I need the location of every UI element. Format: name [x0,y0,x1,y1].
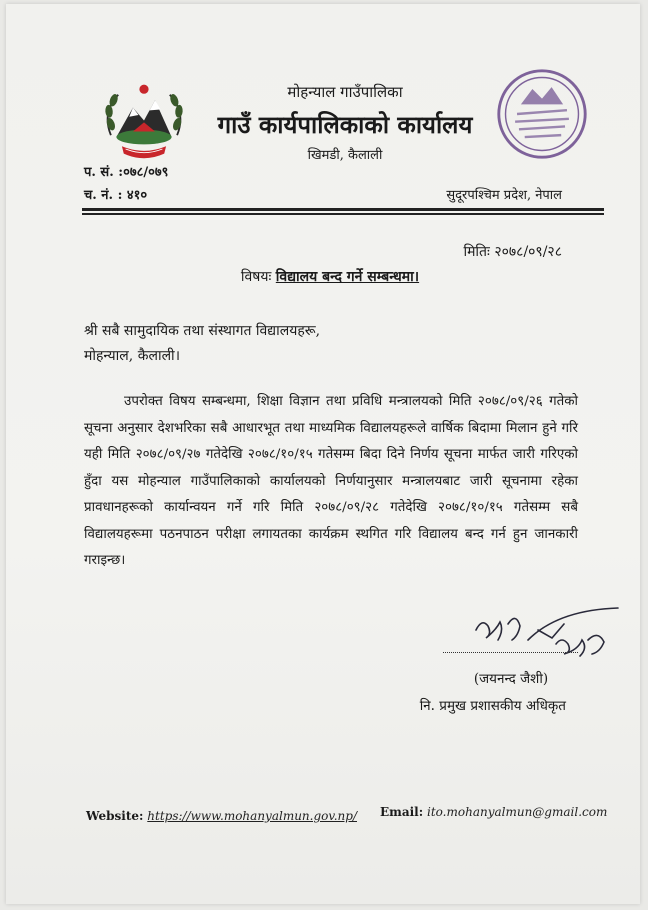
office-address: खिमडी, कैलाली [307,148,383,163]
letter-page [6,4,640,904]
footer-email [380,805,607,819]
handwritten-signature-icon [468,600,628,670]
chalani-number: च. नं. : ४१० [84,188,148,203]
signature-line [443,652,578,653]
letter-body: उपरोक्त विषय सम्बन्धमा, शिक्षा विज्ञान तथा प्रविधि मन्त्रालयको मिति २०७८/०९/२६ गतेको सूचना अनुसार देशभरिका सबै आधारभूत तथा माध्यमिक विद्यालयहरूले वार्षिक बिदामा मिलान हुने गरि यही मिति २०७८/०९/२७ गतेदेखि २०७८/१०/१५ गतेसम्म बिदा दिने निर्णय सूचना मार्फत जारी गरिएको हुँदा यस मोहन्याल गाउँपालिकाको कार्यालयको निर्णयानुसार मन्त्रालयबाट जारी सूचनामा रहेका प्रावधानहरूको कार्यान्वयन गर्ने गरि मिति २०७८/०९/२८ गतेदेखि २०७८/१०/१५ गतेसम्म सबै विद्यालयहरूमा पठनपाठन परीक्षा लगायतका कार्यक्रम स्थगित गरि विद्यालय बन्द गर्न हुन जानकारी गराइन्छ। [84,394,578,568]
municipality-name: मोहन्याल गाउँपालिका [287,83,403,101]
subject-label: विषयः [240,269,272,285]
subject-line [6,267,648,286]
email-address[interactable]: ito.mohanyalmun@gmail.com [427,805,608,819]
email-label: Email: [380,805,424,819]
header-divider-thin [82,213,604,215]
subject-text: विद्यालय बन्द गर्ने सम्बन्धमा। [275,269,420,285]
province-name: सुदूरपश्चिम प्रदेश, नेपाल [446,188,562,203]
office-title: गाउँ कार्यपालिकाको कार्यालय [217,110,473,139]
addressee-line-2: मोहन्याल, कैलाली। [84,348,180,364]
website-label: Website: [86,809,144,823]
patra-sankhya: प. सं. :०७८/०७९ [84,165,169,180]
website-link[interactable]: https://www.mohanyalmun.gov.np/ [147,809,357,823]
letter-date: मितिः २०७८/०९/२८ [463,244,562,260]
signatory-title: नि. प्रमुख प्रशासकीय अधिकृत [419,698,566,714]
header-divider-thick [82,208,604,211]
footer-website [86,809,357,823]
signatory-name: (जयनन्द जैशी) [473,671,549,687]
addressee-line-1: श्री सबै सामुदायिक तथा संस्थागत विद्यालयहरू, [84,323,321,339]
